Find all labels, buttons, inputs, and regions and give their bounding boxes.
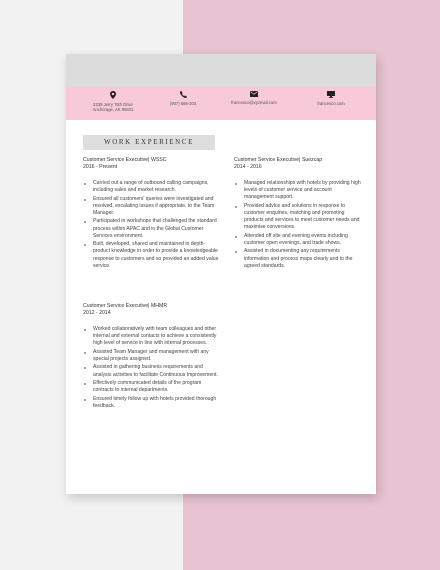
bullet-item: Carried out a range of outbound calling campaigns, including sales and market research. — [83, 180, 219, 194]
contact-email — [224, 91, 284, 105]
contact-website — [306, 91, 356, 106]
job-title: Customer Service Executive| MHMR — [83, 303, 168, 309]
envelope-icon — [250, 91, 258, 97]
job-title: Customer Service Executive| WSSC — [83, 157, 167, 163]
bullet-item: Assisted in gathering business requirements and analysis activities to facilitate Continuous Improvement. — [83, 364, 219, 378]
resume-page — [66, 54, 376, 494]
bullet-item: Ensured all customers' queries were investigated and resolved, escalating issues if appropriate, to the Team Manager. — [83, 196, 219, 218]
bullet-item: Effectively communicated details of the program contracts to internal departments. — [83, 380, 219, 394]
job-entry-suezcap — [234, 157, 362, 271]
phone-icon — [180, 91, 187, 98]
bullet-item: Built, developed, shared and maintained in depth-product knowledge in order to provide a knowledgeable response to customers and so provided an added value service. — [83, 241, 219, 270]
job-dates: 2012 - 2014 — [83, 310, 111, 316]
job-entry-mhmr — [83, 303, 219, 411]
job-title: Customer Service Executive| Suezcap — [234, 157, 323, 163]
bullet-item: Ensured timely follow up with hotels provided thorough feedback. — [83, 396, 219, 410]
bullet-item: Assisted Team Manager and management with any special projects assigned. — [83, 349, 219, 363]
job-dates: 2016 - Present — [83, 164, 118, 170]
job-entry-wssc — [83, 157, 219, 271]
email-address[interactable]: francesco@xyzmail.com — [231, 100, 277, 105]
address-line-2: Anchorage, AK 99501 — [92, 107, 134, 112]
bullet-item: Assisted in documenting any requirements information and process maps clearly and to the agreed standards. — [234, 248, 362, 270]
contact-phone — [163, 91, 203, 106]
website-url[interactable]: francesco.com — [317, 101, 345, 106]
contact-bar — [66, 87, 376, 120]
bullet-item: Attended off site and evening events including customer open evenings, and trade shows. — [234, 233, 362, 247]
phone-number[interactable]: (907) 566-204 — [169, 101, 197, 106]
location-pin-icon — [110, 91, 116, 99]
job-bullets — [234, 180, 362, 270]
bullet-item: Provided advice and solutions in response to customer enquiries, matching and promoting products and services to meet customer needs and maximise conversions. — [234, 203, 362, 232]
work-experience-heading: WORK EXPERIENCE — [83, 135, 215, 150]
bullet-item: Managed relationships with hotels by providing high levels of customer service and account management support. — [234, 180, 362, 202]
bullet-item: Worked collaboratively with team colleagues and other internal and external contacts to achieve a consistently high level of service in line with internal processes. — [83, 326, 219, 348]
header-band — [66, 54, 376, 87]
job-bullets — [83, 326, 219, 410]
job-bullets — [83, 180, 219, 270]
address-line-1: 2239 Jerry Toth Drive — [93, 102, 133, 107]
job-dates: 2014 - 2016 — [234, 164, 262, 170]
contact-address — [88, 91, 138, 112]
computer-icon — [327, 91, 335, 98]
bullet-item: Participated in workshops that challenged the standard process within APAC and in the Global Customer Services environment. — [83, 218, 219, 240]
